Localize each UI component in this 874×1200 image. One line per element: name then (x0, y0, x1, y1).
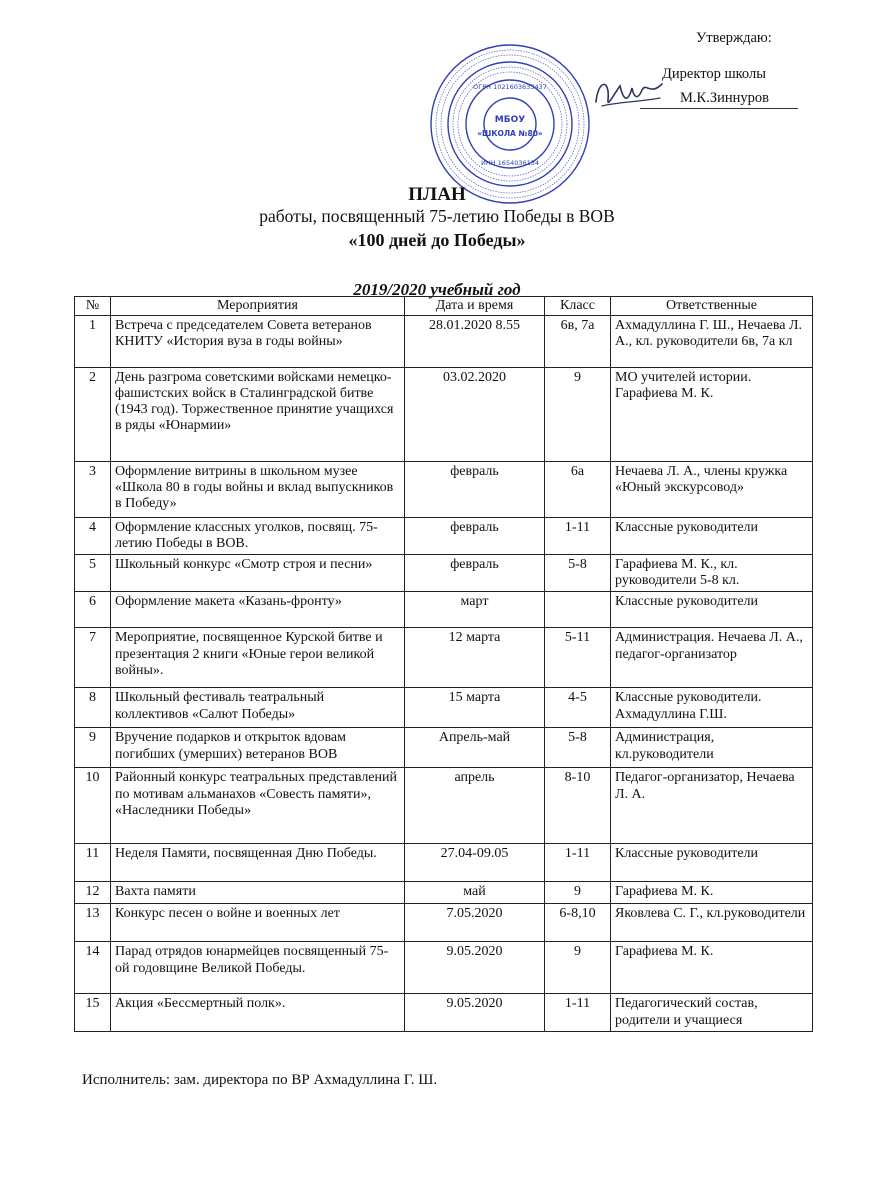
row-event: День разгрома советскими войсками немецко-фашистских войск в Сталинградской битве (1943 год). Торжественное принятие учащихся в ряды «Юнармии» (111, 368, 405, 462)
row-date: 9.05.2020 (405, 994, 545, 1031)
row-class: 1-11 (545, 844, 611, 882)
row-event: Конкурс песен о войне и военных лет (111, 904, 405, 942)
row-number: 7 (75, 628, 111, 688)
row-event: Районный конкурс театральных представлений по мотивам альманахов «Совесть памяти», «Наследники Победы» (111, 768, 405, 844)
row-responsible: Гарафиева М. К., кл. руководители 5-8 кл. (611, 555, 813, 592)
row-number: 5 (75, 555, 111, 592)
row-number: 12 (75, 882, 111, 904)
table-row (75, 592, 813, 628)
row-class: 4-5 (545, 688, 611, 728)
header-class: Класс (545, 297, 611, 316)
row-date: 7.05.2020 (405, 904, 545, 942)
table-row (75, 316, 813, 368)
row-event: Оформление классных уголков, посвящ. 75-летию Победы в ВОВ. (111, 518, 405, 555)
row-date: 15 марта (405, 688, 545, 728)
events-table (74, 296, 813, 1032)
table-row (75, 555, 813, 592)
row-event: Неделя Памяти, посвященная Дню Победы. (111, 844, 405, 882)
row-responsible: Классные руководители. Ахмадуллина Г.Ш. (611, 688, 813, 728)
header-date: Дата и время (405, 297, 545, 316)
row-date: 9.05.2020 (405, 942, 545, 994)
row-date: 12 марта (405, 628, 545, 688)
row-class: 9 (545, 882, 611, 904)
table-row (75, 904, 813, 942)
row-event: Вручение подарков и открыток вдовам погибших (умерших) ветеранов ВОВ (111, 728, 405, 768)
row-event: Школьный конкурс «Смотр строя и песни» (111, 555, 405, 592)
row-responsible: Гарафиева М. К. (611, 882, 813, 904)
row-date: 03.02.2020 (405, 368, 545, 462)
row-event: Вахта памяти (111, 882, 405, 904)
row-number: 9 (75, 728, 111, 768)
row-class (545, 592, 611, 628)
row-responsible: Ахмадуллина Г. Ш., Нечаева Л. А., кл. руководители 6в, 7а кл (611, 316, 813, 368)
row-number: 8 (75, 688, 111, 728)
row-date: февраль (405, 462, 545, 518)
approval-approve-label: Утверждаю: (696, 30, 772, 46)
row-event: Парад отрядов юнармейцев посвященный 75-ой годовщине Великой Победы. (111, 942, 405, 994)
row-class: 6а (545, 462, 611, 518)
row-class: 9 (545, 368, 611, 462)
row-number: 3 (75, 462, 111, 518)
school-stamp (428, 42, 592, 206)
row-number: 11 (75, 844, 111, 882)
row-date: 28.01.2020 8.55 (405, 316, 545, 368)
row-class: 6-8,10 (545, 904, 611, 942)
row-responsible: Классные руководители (611, 844, 813, 882)
row-responsible: Педагогический состав, родители и учащиеся (611, 994, 813, 1031)
executor-note: Исполнитель: зам. директора по ВР Ахмадуллина Г. Ш. (82, 1072, 438, 1088)
row-event: Оформление макета «Казань-фронту» (111, 592, 405, 628)
row-date: февраль (405, 518, 545, 555)
header-responsible: Ответственные (611, 297, 813, 316)
plan-heading: ПЛАН (408, 184, 466, 205)
header-number: № (75, 297, 111, 316)
row-number: 15 (75, 994, 111, 1031)
row-number: 14 (75, 942, 111, 994)
table-row (75, 728, 813, 768)
stamp-center-bottom: «ШКОЛА №80» (477, 129, 543, 138)
row-number: 2 (75, 368, 111, 462)
row-date: 27.04-09.05 (405, 844, 545, 882)
row-responsible: Классные руководители (611, 518, 813, 555)
approval-director-label: Директор школы (662, 66, 766, 82)
row-date: февраль (405, 555, 545, 592)
table-header-row (75, 297, 813, 316)
table-row (75, 688, 813, 728)
table-row (75, 518, 813, 555)
row-class: 6в, 7а (545, 316, 611, 368)
stamp-ogrn: ОГРН 1021603633437 (473, 83, 547, 91)
row-responsible: МО учителей истории. Гарафиева М. К. (611, 368, 813, 462)
table-row (75, 368, 813, 462)
row-number: 4 (75, 518, 111, 555)
row-number: 1 (75, 316, 111, 368)
row-responsible: Классные руководители (611, 592, 813, 628)
row-number: 13 (75, 904, 111, 942)
director-signature (588, 72, 668, 118)
row-responsible: Яковлева С. Г., кл.руководители (611, 904, 813, 942)
row-number: 10 (75, 768, 111, 844)
row-responsible: Нечаева Л. А., члены кружка «Юный экскурсовод» (611, 462, 813, 518)
row-class: 5-11 (545, 628, 611, 688)
table-row (75, 462, 813, 518)
row-class: 9 (545, 942, 611, 994)
row-class: 5-8 (545, 728, 611, 768)
row-event: Оформление витрины в школьном музее «Школа 80 в годы войны и вклад выпускников в Победу» (111, 462, 405, 518)
row-class: 5-8 (545, 555, 611, 592)
row-event: Встреча с председателем Совета ветеранов КНИТУ «История вуза в годы войны» (111, 316, 405, 368)
academic-year: 2019/2020 учебный год (353, 280, 521, 299)
row-class: 1-11 (545, 518, 611, 555)
row-date: май (405, 882, 545, 904)
row-class: 1-11 (545, 994, 611, 1031)
row-date: Апрель-май (405, 728, 545, 768)
table-row (75, 844, 813, 882)
row-event: Мероприятие, посвященное Курской битве и презентация 2 книги «Юные герои великой войны». (111, 628, 405, 688)
approval-director-name: М.К.Зиннуров (680, 90, 769, 106)
table-row (75, 628, 813, 688)
plan-name: «100 дней до Победы» (348, 230, 526, 250)
row-class: 8-10 (545, 768, 611, 844)
table-row (75, 942, 813, 994)
table-row (75, 768, 813, 844)
row-responsible: Администрация, кл.руководители (611, 728, 813, 768)
row-event: Школьный фестиваль театральный коллективов «Салют Победы» (111, 688, 405, 728)
stamp-inn: ИНН 1654036134 (480, 159, 540, 167)
row-responsible: Администрация. Нечаева Л. А., педагог-организатор (611, 628, 813, 688)
table-row (75, 882, 813, 904)
header-event: Мероприятия (111, 297, 405, 316)
row-responsible: Гарафиева М. К. (611, 942, 813, 994)
row-date: апрель (405, 768, 545, 844)
table-row (75, 994, 813, 1031)
plan-subtitle: работы, посвященный 75-летию Победы в ВОВ (259, 206, 615, 226)
row-number: 6 (75, 592, 111, 628)
stamp-center-top: МБОУ (494, 115, 526, 125)
row-event: Акция «Бессмертный полк». (111, 994, 405, 1031)
row-date: март (405, 592, 545, 628)
row-responsible: Педагог-организатор, Нечаева Л. А. (611, 768, 813, 844)
